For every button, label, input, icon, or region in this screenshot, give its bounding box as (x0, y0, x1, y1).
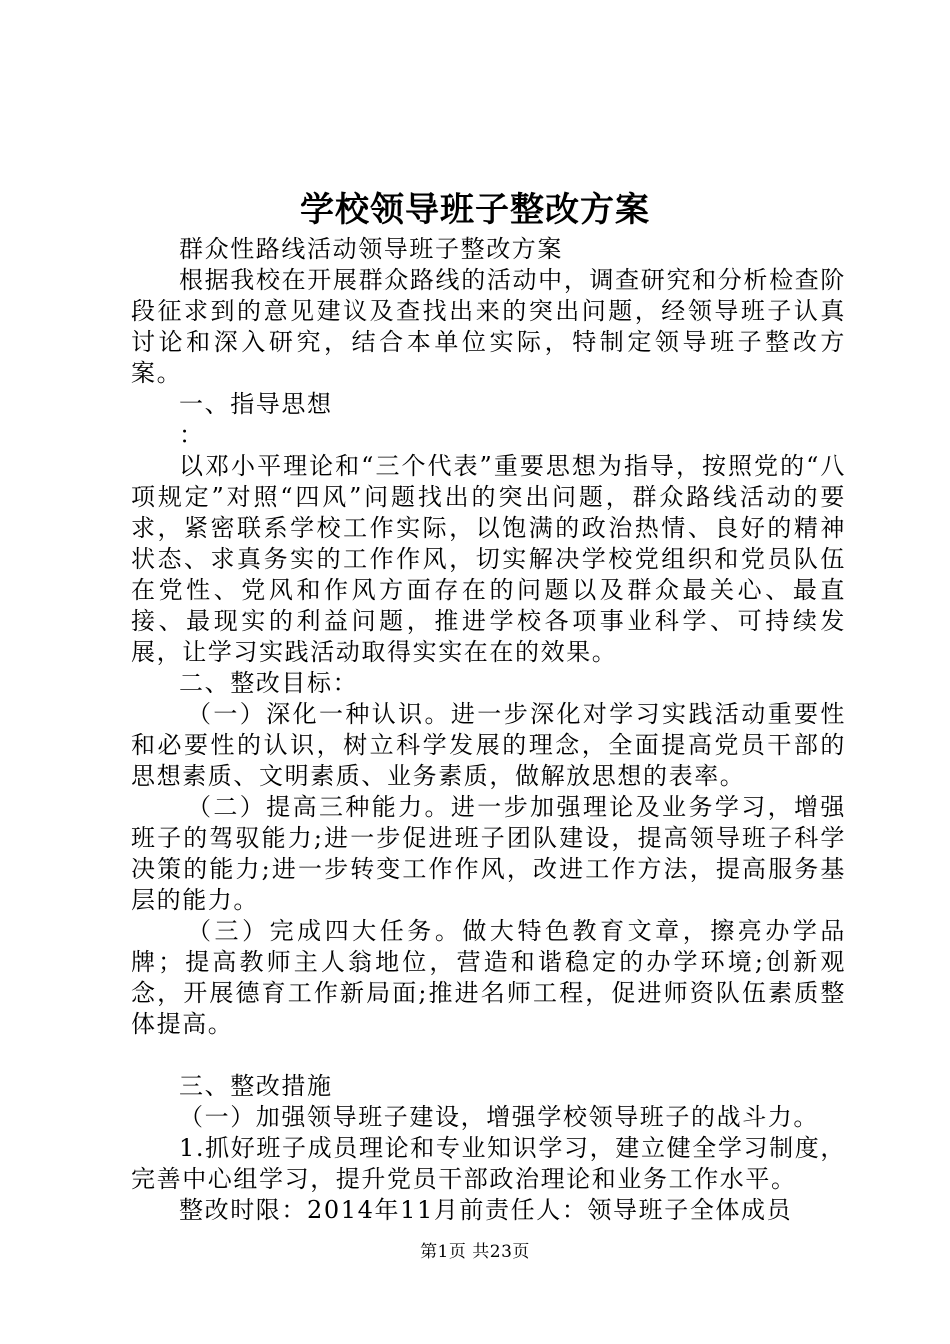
subtitle-paragraph: 群众性路线活动领导班子整改方案 (179, 235, 563, 263)
measure-paragraph-1: （一）加强领导班子建设，增强学校领导班子的战斗力。 (179, 1103, 819, 1131)
intro-paragraph: 根据我校在开展群众路线的活动中，调查研究和分析检查阶段征求到的意见建议及查找出来的突出问题，经领导班子认真讨论和深入研究，结合本单位实际，特制定领导班子整改方案。 (131, 266, 846, 387)
page-number-footer: 第1页 共23页 (420, 1242, 530, 1262)
measure-item-1: 1.抓好班子成员理论和专业知识学习，建立健全学习制度，完善中心组学习，提升党员干部政治理论和业务工作水平。 (131, 1134, 846, 1193)
deadline-line: 整改时限：2014年11月前责任人：领导班子全体成员 (179, 1196, 793, 1224)
document-title: 学校领导班子整改方案 (300, 190, 650, 230)
goal-paragraph-1: （一）深化一种认识。进一步深化对学习实践活动重要性和必要性的认识，树立科学发展的理念，全面提高党员干部的思想素质、文明素质、业务素质，做解放思想的表率。 (131, 700, 846, 790)
document-body (131, 234, 846, 1226)
blank-line (131, 1040, 846, 1071)
section-heading-rectification-measures: 三、整改措施 (179, 1072, 333, 1100)
colon-line: ： (179, 421, 205, 449)
goal-paragraph-3: （三）完成四大任务。做大特色教育文章，擦亮办学品牌；提高教师主人翁地位，营造和谐稳定的办学环境;创新观念，开展德育工作新局面;推进名师工程，促进师资队伍素质整体提高。 (131, 917, 846, 1038)
section-heading-rectification-goals: 二、整改目标： (179, 669, 359, 697)
guiding-ideology-paragraph: 以邓小平理论和“三个代表”重要思想为指导，按照党的“八项规定”对照“四风”问题找出的突出问题，群众路线活动的要求，紧密联系学校工作实际，以饱满的政治热情、良好的精神状态、求真务实的工作作风，切实解决学校党组织和党员队伍在党性、党风和作风方面存在的问题以及群众最关心、最直接、最现实的利益问题，推进学校各项事业科学、可持续发展，让学习实践活动取得实实在在的效果。 (131, 452, 846, 666)
section-heading-guiding-ideology: 一、指导思想 (179, 390, 333, 418)
goal-paragraph-2: （二）提高三种能力。进一步加强理论及业务学习，增强班子的驾驭能力;进一步促进班子团队建设，提高领导班子科学决策的能力;进一步转变工作作风，改进工作方法，提高服务基层的能力。 (131, 793, 846, 914)
